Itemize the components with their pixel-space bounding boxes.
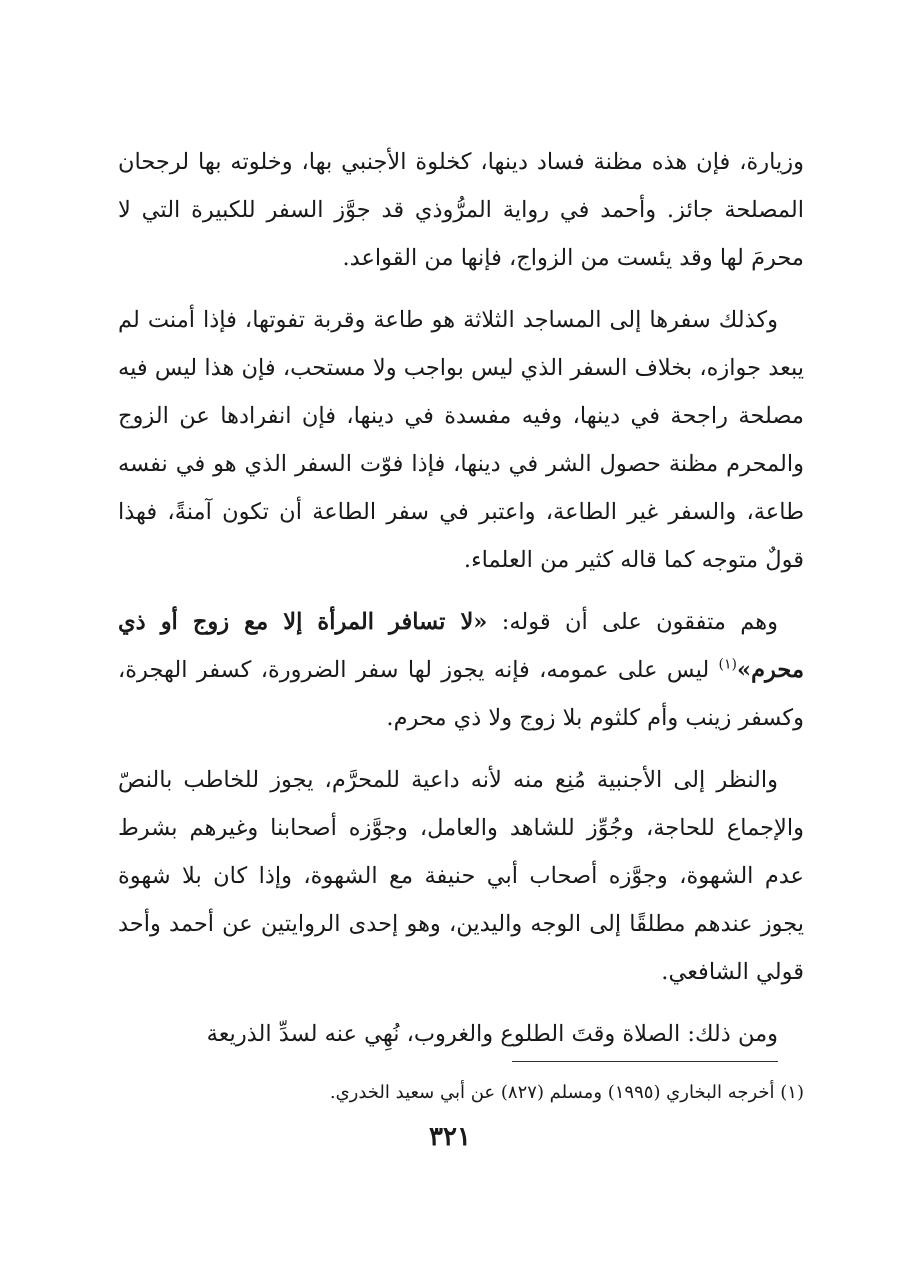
- paragraph-3: [118, 598, 804, 742]
- paragraph-3-start: وهم متفقون على أن قوله:: [487, 609, 778, 635]
- hadith-quote: «لا تسافر المرأة إلا مع زوج أو ذي محرم»: [118, 609, 804, 683]
- paragraph-2: وكذلك سفرها إلى المساجد الثلاثة هو طاعة وقربة تفوتها، فإذا أمنت لم يبعد جوازه، بخلاف السفر الذي ليس بواجب ولا مستحب، فإن هذا ليس فيه مصلحة راجحة في دينها، وفيه مفسدة في دينها، فإن انفرادها عن الزوج والمحرم مظنة حصول الشر في دينها، فإذا فوّت السفر الذي هو في نفسه طاعة، والسفر غير الطاعة، واعتبر في سفر الطاعة أن تكون آمنةً، فهذا قولٌ متوجه كما قاله كثير من العلماء.: [118, 307, 804, 573]
- footnote-divider: [512, 1061, 778, 1062]
- paragraph-1: وزيارة، فإن هذه مظنة فساد دينها، كخلوة الأجنبي بها، وخلوته بها لرجحان المصلحة جائز. وأحمد في رواية المرُّوذي قد جوَّز السفر للكبيرة التي لا محرمَ لها وقد يئست من الزواج، فإنها من القواعد.: [118, 149, 804, 271]
- footnote-reference[interactable]: (١): [718, 656, 738, 673]
- paragraph-3-end: ليس على عمومه، فإنه يجوز لها سفر الضرورة، كسفر الهجرة، وكسفر زينب وأم كلثوم بلا زوج ولا ذي محرم.: [118, 657, 804, 731]
- paragraph-5: ومن ذلك: الصلاة وقتَ الطلوع والغروب، نُهِي عنه لسدِّ الذريعة: [206, 1021, 778, 1047]
- page-number: ٣٢١: [429, 1122, 471, 1152]
- footnote: (١) أخرجه البخاري (١٩٩٥) ومسلم (٨٢٧) عن أبي سعيد الخدري.: [329, 1082, 804, 1103]
- paragraph-4: والنظر إلى الأجنبية مُنِع منه لأنه داعية للمحرَّم، يجوز للخاطب بالنصّ والإجماع للحاجة، وجُوِّز للشاهد والعامل، وجوَّزه أصحابنا وغيرهم بشرط عدم الشهوة، وجوَّزه أصحاب أبي حنيفة مع الشهوة، وإذا كان بلا شهوة يجوز عندهم مطلقًا إلى الوجه واليدين، وهو إحدى الروايتين عن أحمد وأحد قولي الشافعي.: [118, 767, 804, 985]
- body-text: [118, 138, 804, 1072]
